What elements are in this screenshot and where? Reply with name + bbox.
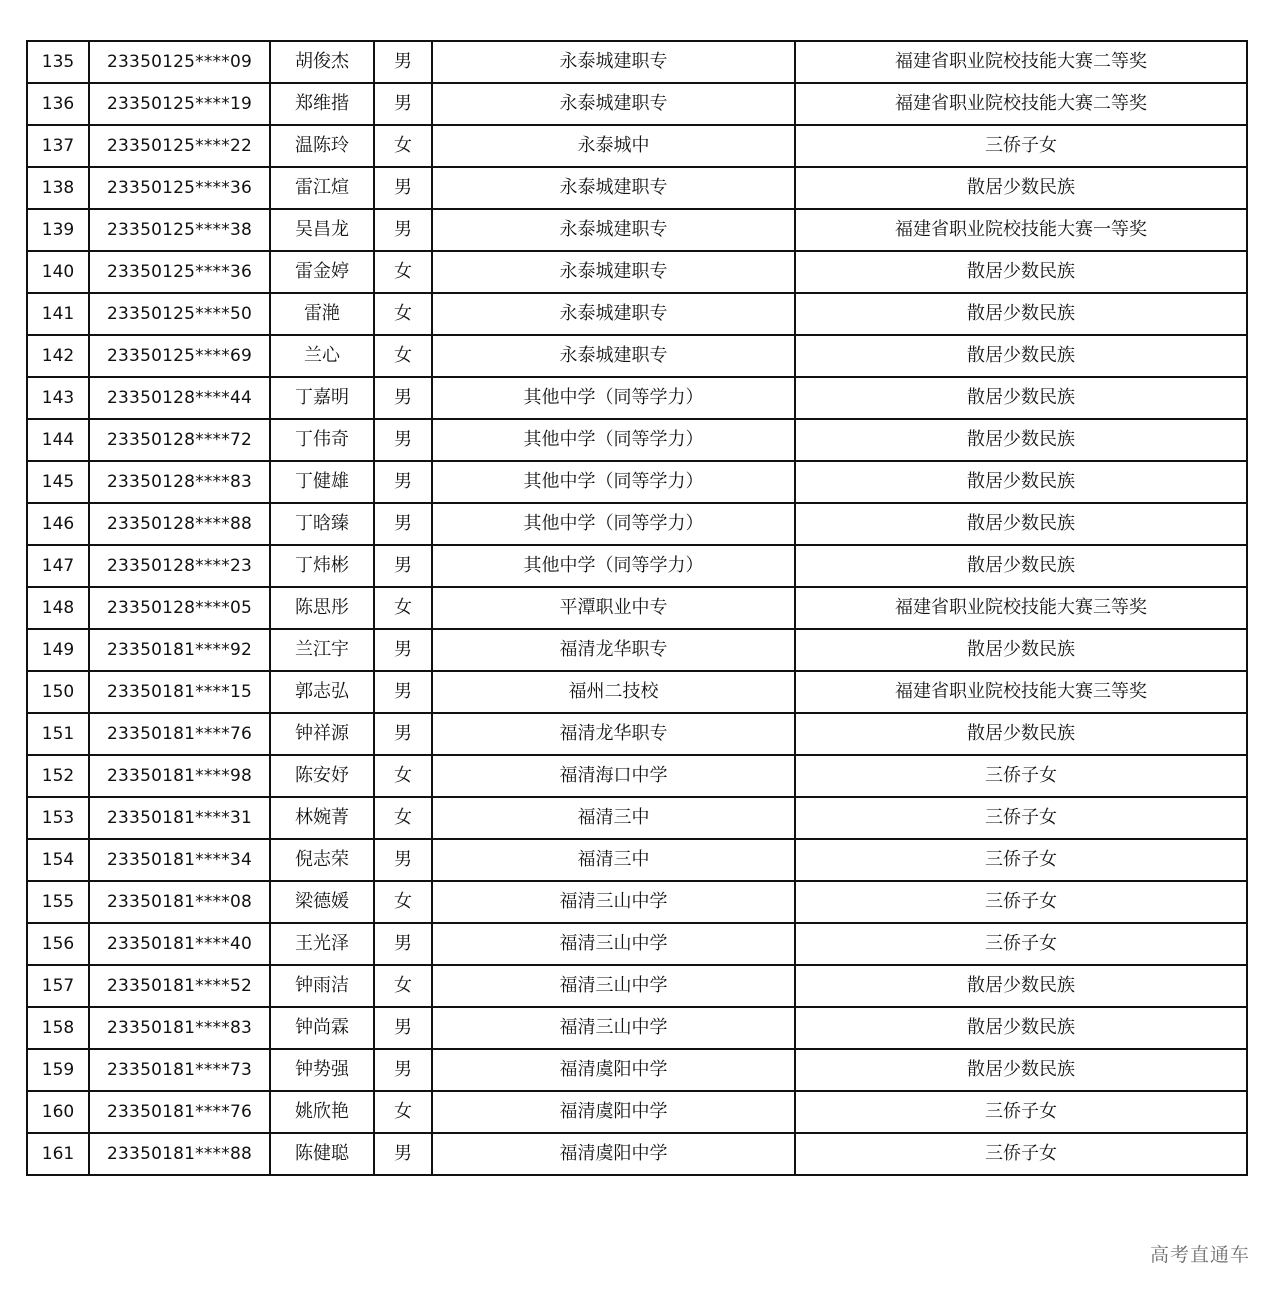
candidate-number-cell: 23350181****92	[89, 629, 270, 671]
category-cell: 散居少数民族	[795, 377, 1247, 419]
school-cell: 福州二技校	[432, 671, 795, 713]
candidate-number-cell: 23350125****19	[89, 83, 270, 125]
row-index-cell: 143	[27, 377, 89, 419]
table-row	[27, 713, 1247, 755]
category-cell: 散居少数民族	[795, 419, 1247, 461]
school-cell: 其他中学（同等学力）	[432, 461, 795, 503]
row-index-cell: 138	[27, 167, 89, 209]
category-cell: 三侨子女	[795, 797, 1247, 839]
category-cell: 三侨子女	[795, 1133, 1247, 1175]
category-cell: 三侨子女	[795, 1091, 1247, 1133]
row-index-cell: 142	[27, 335, 89, 377]
school-cell: 永泰城建职专	[432, 167, 795, 209]
candidate-number-cell: 23350181****98	[89, 755, 270, 797]
student-name-cell: 丁晗臻	[270, 503, 374, 545]
table-row	[27, 923, 1247, 965]
category-cell: 三侨子女	[795, 839, 1247, 881]
candidate-number-cell: 23350128****88	[89, 503, 270, 545]
row-index-cell: 145	[27, 461, 89, 503]
school-cell: 福清三山中学	[432, 1007, 795, 1049]
row-index-cell: 146	[27, 503, 89, 545]
row-index-cell: 159	[27, 1049, 89, 1091]
candidate-number-cell: 23350181****76	[89, 1091, 270, 1133]
school-cell: 永泰城建职专	[432, 335, 795, 377]
category-cell: 福建省职业院校技能大赛二等奖	[795, 41, 1247, 83]
table-row	[27, 671, 1247, 713]
row-index-cell: 157	[27, 965, 89, 1007]
student-name-cell: 钟尚霖	[270, 1007, 374, 1049]
candidate-number-cell: 23350181****40	[89, 923, 270, 965]
row-index-cell: 149	[27, 629, 89, 671]
table-row	[27, 83, 1247, 125]
category-cell: 福建省职业院校技能大赛一等奖	[795, 209, 1247, 251]
candidate-number-cell: 23350125****69	[89, 335, 270, 377]
gender-cell: 男	[374, 923, 432, 965]
school-cell: 其他中学（同等学力）	[432, 377, 795, 419]
category-cell: 三侨子女	[795, 881, 1247, 923]
table-row	[27, 881, 1247, 923]
candidate-number-cell: 23350181****34	[89, 839, 270, 881]
student-name-cell: 雷金婷	[270, 251, 374, 293]
row-index-cell: 160	[27, 1091, 89, 1133]
table-row	[27, 755, 1247, 797]
category-cell: 散居少数民族	[795, 293, 1247, 335]
school-cell: 其他中学（同等学力）	[432, 545, 795, 587]
candidate-number-cell: 23350181****73	[89, 1049, 270, 1091]
school-cell: 福清虞阳中学	[432, 1049, 795, 1091]
student-name-cell: 姚欣艳	[270, 1091, 374, 1133]
table-row	[27, 1091, 1247, 1133]
row-index-cell: 151	[27, 713, 89, 755]
student-name-cell: 郭志弘	[270, 671, 374, 713]
school-cell: 福清虞阳中学	[432, 1133, 795, 1175]
student-name-cell: 陈健聪	[270, 1133, 374, 1175]
school-cell: 永泰城建职专	[432, 293, 795, 335]
gender-cell: 女	[374, 881, 432, 923]
category-cell: 散居少数民族	[795, 461, 1247, 503]
student-name-cell: 钟势强	[270, 1049, 374, 1091]
category-cell: 三侨子女	[795, 125, 1247, 167]
row-index-cell: 155	[27, 881, 89, 923]
school-cell: 永泰城建职专	[432, 41, 795, 83]
student-name-cell: 雷滟	[270, 293, 374, 335]
student-name-cell: 钟雨洁	[270, 965, 374, 1007]
category-cell: 三侨子女	[795, 755, 1247, 797]
candidate-number-cell: 23350125****50	[89, 293, 270, 335]
student-name-cell: 陈思彤	[270, 587, 374, 629]
school-cell: 福清三山中学	[432, 923, 795, 965]
table-row	[27, 1007, 1247, 1049]
candidate-number-cell: 23350128****83	[89, 461, 270, 503]
gender-cell: 男	[374, 167, 432, 209]
gender-cell: 女	[374, 251, 432, 293]
school-cell: 平潭职业中专	[432, 587, 795, 629]
school-cell: 永泰城建职专	[432, 83, 795, 125]
row-index-cell: 148	[27, 587, 89, 629]
candidate-number-cell: 23350181****88	[89, 1133, 270, 1175]
category-cell: 三侨子女	[795, 923, 1247, 965]
candidate-number-cell: 23350125****36	[89, 251, 270, 293]
candidate-number-cell: 23350128****05	[89, 587, 270, 629]
candidate-number-cell: 23350181****52	[89, 965, 270, 1007]
gender-cell: 女	[374, 797, 432, 839]
student-name-cell: 兰心	[270, 335, 374, 377]
table-row	[27, 41, 1247, 83]
row-index-cell: 152	[27, 755, 89, 797]
table-row	[27, 629, 1247, 671]
school-cell: 永泰城建职专	[432, 251, 795, 293]
gender-cell: 男	[374, 545, 432, 587]
school-cell: 其他中学（同等学力）	[432, 503, 795, 545]
gender-cell: 女	[374, 293, 432, 335]
table-row	[27, 167, 1247, 209]
gender-cell: 男	[374, 503, 432, 545]
table-row	[27, 1133, 1247, 1175]
gender-cell: 男	[374, 713, 432, 755]
candidate-number-cell: 23350125****38	[89, 209, 270, 251]
category-cell: 散居少数民族	[795, 629, 1247, 671]
gender-cell: 女	[374, 965, 432, 1007]
row-index-cell: 141	[27, 293, 89, 335]
school-cell: 福清三山中学	[432, 965, 795, 1007]
candidate-number-cell: 23350181****83	[89, 1007, 270, 1049]
student-name-cell: 林婉菁	[270, 797, 374, 839]
gender-cell: 男	[374, 1007, 432, 1049]
table-row	[27, 461, 1247, 503]
watermark-text: 高考直通车	[1149, 1244, 1250, 1266]
gender-cell: 男	[374, 41, 432, 83]
candidate-number-cell: 23350181****08	[89, 881, 270, 923]
category-cell: 福建省职业院校技能大赛二等奖	[795, 83, 1247, 125]
category-cell: 散居少数民族	[795, 251, 1247, 293]
category-cell: 散居少数民族	[795, 335, 1247, 377]
category-cell: 散居少数民族	[795, 1007, 1247, 1049]
row-index-cell: 136	[27, 83, 89, 125]
student-name-cell: 胡俊杰	[270, 41, 374, 83]
row-index-cell: 156	[27, 923, 89, 965]
row-index-cell: 135	[27, 41, 89, 83]
category-cell: 散居少数民族	[795, 965, 1247, 1007]
table-row	[27, 125, 1247, 167]
student-name-cell: 丁健雄	[270, 461, 374, 503]
table-row	[27, 1049, 1247, 1091]
student-name-cell: 王光泽	[270, 923, 374, 965]
row-index-cell: 158	[27, 1007, 89, 1049]
school-cell: 福清龙华职专	[432, 629, 795, 671]
table-row	[27, 209, 1247, 251]
school-cell: 福清虞阳中学	[432, 1091, 795, 1133]
category-cell: 散居少数民族	[795, 503, 1247, 545]
candidate-number-cell: 23350128****23	[89, 545, 270, 587]
row-index-cell: 154	[27, 839, 89, 881]
gender-cell: 男	[374, 629, 432, 671]
gender-cell: 男	[374, 1049, 432, 1091]
gender-cell: 女	[374, 125, 432, 167]
row-index-cell: 150	[27, 671, 89, 713]
category-cell: 散居少数民族	[795, 167, 1247, 209]
category-cell: 散居少数民族	[795, 713, 1247, 755]
gender-cell: 女	[374, 755, 432, 797]
school-cell: 永泰城建职专	[432, 209, 795, 251]
student-name-cell: 钟祥源	[270, 713, 374, 755]
school-cell: 福清三中	[432, 797, 795, 839]
candidate-number-cell: 23350125****22	[89, 125, 270, 167]
gender-cell: 男	[374, 1133, 432, 1175]
roster-table	[26, 40, 1248, 1176]
gender-cell: 女	[374, 587, 432, 629]
table-row	[27, 839, 1247, 881]
row-index-cell: 161	[27, 1133, 89, 1175]
student-name-cell: 倪志荣	[270, 839, 374, 881]
table-row	[27, 377, 1247, 419]
gender-cell: 男	[374, 461, 432, 503]
table-row	[27, 797, 1247, 839]
gender-cell: 男	[374, 839, 432, 881]
row-index-cell: 147	[27, 545, 89, 587]
gender-cell: 女	[374, 335, 432, 377]
gender-cell: 男	[374, 671, 432, 713]
student-name-cell: 丁嘉明	[270, 377, 374, 419]
candidate-number-cell: 23350128****44	[89, 377, 270, 419]
gender-cell: 男	[374, 209, 432, 251]
student-name-cell: 郑维揩	[270, 83, 374, 125]
student-name-cell: 梁德媛	[270, 881, 374, 923]
student-name-cell: 丁炜彬	[270, 545, 374, 587]
category-cell: 福建省职业院校技能大赛三等奖	[795, 587, 1247, 629]
student-name-cell: 丁伟奇	[270, 419, 374, 461]
table-row	[27, 965, 1247, 1007]
student-name-cell: 雷江煊	[270, 167, 374, 209]
student-name-cell: 陈安妤	[270, 755, 374, 797]
school-cell: 永泰城中	[432, 125, 795, 167]
category-cell: 散居少数民族	[795, 545, 1247, 587]
gender-cell: 女	[374, 1091, 432, 1133]
roster-table-body	[27, 41, 1247, 1175]
school-cell: 福清三山中学	[432, 881, 795, 923]
candidate-number-cell: 23350181****15	[89, 671, 270, 713]
table-row	[27, 503, 1247, 545]
row-index-cell: 140	[27, 251, 89, 293]
school-cell: 福清龙华职专	[432, 713, 795, 755]
table-row	[27, 293, 1247, 335]
student-name-cell: 温陈玲	[270, 125, 374, 167]
candidate-number-cell: 23350181****76	[89, 713, 270, 755]
row-index-cell: 139	[27, 209, 89, 251]
student-name-cell: 兰江宇	[270, 629, 374, 671]
school-cell: 其他中学（同等学力）	[432, 419, 795, 461]
row-index-cell: 137	[27, 125, 89, 167]
table-row	[27, 251, 1247, 293]
candidate-number-cell: 23350125****36	[89, 167, 270, 209]
candidate-number-cell: 23350128****72	[89, 419, 270, 461]
student-name-cell: 吴昌龙	[270, 209, 374, 251]
school-cell: 福清三中	[432, 839, 795, 881]
table-row	[27, 335, 1247, 377]
category-cell: 散居少数民族	[795, 1049, 1247, 1091]
gender-cell: 男	[374, 83, 432, 125]
table-row	[27, 545, 1247, 587]
school-cell: 福清海口中学	[432, 755, 795, 797]
category-cell: 福建省职业院校技能大赛三等奖	[795, 671, 1247, 713]
candidate-number-cell: 23350125****09	[89, 41, 270, 83]
table-row	[27, 587, 1247, 629]
row-index-cell: 144	[27, 419, 89, 461]
table-row	[27, 419, 1247, 461]
candidate-number-cell: 23350181****31	[89, 797, 270, 839]
gender-cell: 男	[374, 419, 432, 461]
gender-cell: 男	[374, 377, 432, 419]
row-index-cell: 153	[27, 797, 89, 839]
